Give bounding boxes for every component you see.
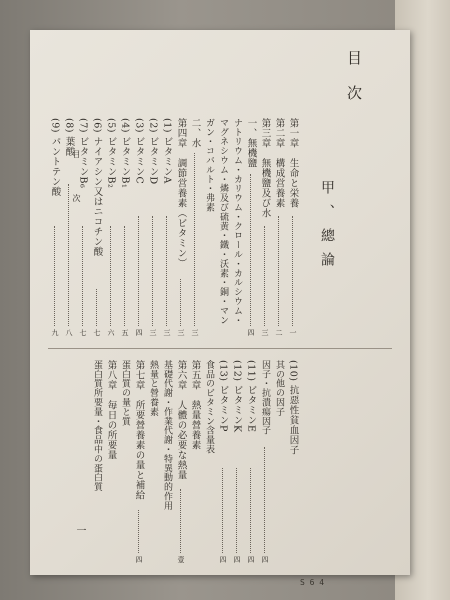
toc-entry-label: 二、水: [189, 118, 201, 148]
dot-leader: [264, 226, 265, 326]
toc-entry-label: ナトリウム・カリウム・クロール・カルシウム・: [232, 118, 242, 325]
toc-entry-page: 三: [149, 329, 157, 336]
toc-entry-page: 四: [219, 556, 227, 563]
dot-leader: [96, 289, 97, 326]
dot-leader: [222, 468, 223, 553]
toc-entry-page: 四: [247, 556, 255, 563]
toc-entry-page: 七: [93, 329, 101, 336]
dot-leader: [278, 216, 279, 327]
toc-entry-page: 四: [261, 556, 269, 563]
dot-leader: [138, 510, 139, 553]
toc-entry-page: 九: [51, 329, 59, 336]
dot-leader: [124, 226, 125, 326]
toc-entry-page: 一: [289, 329, 297, 336]
dot-leader: [180, 279, 181, 327]
dot-leader: [82, 226, 83, 326]
toc-entry-page: 壹: [177, 556, 185, 563]
dot-leader: [180, 489, 181, 553]
toc-entry-label: (10) 抗惡性貧血因子: [287, 360, 299, 456]
dot-leader: [250, 174, 251, 327]
page-title: 目次: [345, 50, 363, 120]
toc-entry-label: 食品のビタミン含量表: [204, 360, 214, 454]
toc-entry-label: 第五章 熱量營養素: [189, 360, 201, 450]
toc-entry-page: 四: [233, 556, 241, 563]
book-page: [30, 30, 410, 575]
toc-entry-label: (1) ビタミンA: [161, 118, 173, 184]
toc-entry-label: マグネシウム・燐及び硫黄・鐵・沃素・銅・マン: [218, 118, 228, 325]
toc-entry-page: 三: [191, 329, 199, 336]
dot-leader: [250, 468, 251, 553]
toc-entry-page: 四: [135, 556, 143, 563]
toc-entry-label: (12) ビタミンK: [231, 360, 243, 433]
toc-entry-label: 第六章 人體の必要な熱量: [175, 360, 187, 480]
toc-entry-page: 八: [65, 329, 73, 336]
toc-entry-label: (6) ナイアシン又はニコチン酸: [91, 118, 103, 257]
toc-entry-page: 四: [247, 329, 255, 336]
toc-entry-label: (4) ビタミンB₁: [119, 118, 131, 189]
toc-entry-page: 三: [261, 329, 269, 336]
toc-entry-label: 第七章 所要營養素の量と補給: [133, 360, 145, 500]
dot-leader: [292, 216, 293, 327]
dot-leader: [152, 216, 153, 327]
toc-entry-label: 蛋白質の量と質: [120, 360, 130, 426]
toc-entry-page: 六: [107, 329, 115, 336]
toc-entry-label: 第四章 調節営養素（ビタミン）: [175, 118, 187, 268]
toc-entry-label: (7) ビタミンB₆: [77, 118, 89, 189]
toc-entry-label: 一、無機鹽: [245, 118, 257, 168]
toc-entry-label: 第三章 無機鹽及び水: [259, 118, 271, 218]
toc-entry-label: (9) パントテン酸: [49, 118, 61, 197]
corner-stamp: S 6 4: [300, 578, 325, 587]
running-footer: 目 次: [72, 150, 81, 216]
dot-leader: [68, 184, 69, 326]
section-title: 甲、總論: [319, 180, 335, 276]
dot-leader: [236, 468, 237, 553]
toc-entry-label: (11) ビタミンE: [245, 360, 257, 433]
toc-entry-label: 第一章 生命と栄養: [287, 118, 299, 208]
dot-leader: [264, 447, 265, 553]
toc-entry-label: 基礎代謝・作業代謝・特異動的作用: [162, 360, 172, 511]
toc-entry-page: 五: [121, 329, 129, 336]
dot-leader: [166, 216, 167, 327]
toc-entry-page: 四: [135, 329, 143, 336]
toc-entry-label: 第二章 構成営養素: [273, 118, 285, 208]
toc-entry-label: (13) ビタミンP: [217, 360, 229, 432]
toc-entry-label: 熱量と營養素: [148, 360, 158, 417]
dot-leader: [110, 226, 111, 326]
page-number: 一: [74, 525, 85, 535]
toc-entry-page: 七: [79, 329, 87, 336]
toc-entry-label: 其の他の因子: [274, 360, 284, 417]
toc-entry-label: ガン・コバルト・弗素: [204, 118, 214, 212]
toc-entry-label: 因子・抗潰瘍因子: [260, 360, 270, 436]
toc-entry-label: (3) ビタミンC: [133, 118, 145, 185]
section-divider: [48, 348, 392, 349]
toc-entry-page: 三: [163, 329, 171, 336]
dot-leader: [138, 216, 139, 327]
dot-leader: [54, 226, 55, 326]
toc-entry-label: (5) ビタミンB₂: [105, 118, 117, 189]
toc-entry-label: 第八章 毎日の所要量: [105, 360, 117, 460]
toc-entry-page: 三: [177, 329, 185, 336]
toc-entry-page: 二: [275, 329, 283, 336]
toc-entry-label: (8) 葉酸: [63, 118, 75, 157]
toc-entry-label: 蛋白質所要量・食品中の蛋白質: [92, 360, 102, 492]
toc-entry-label: (2) ビタミンD: [147, 118, 159, 185]
dot-leader: [194, 153, 195, 327]
